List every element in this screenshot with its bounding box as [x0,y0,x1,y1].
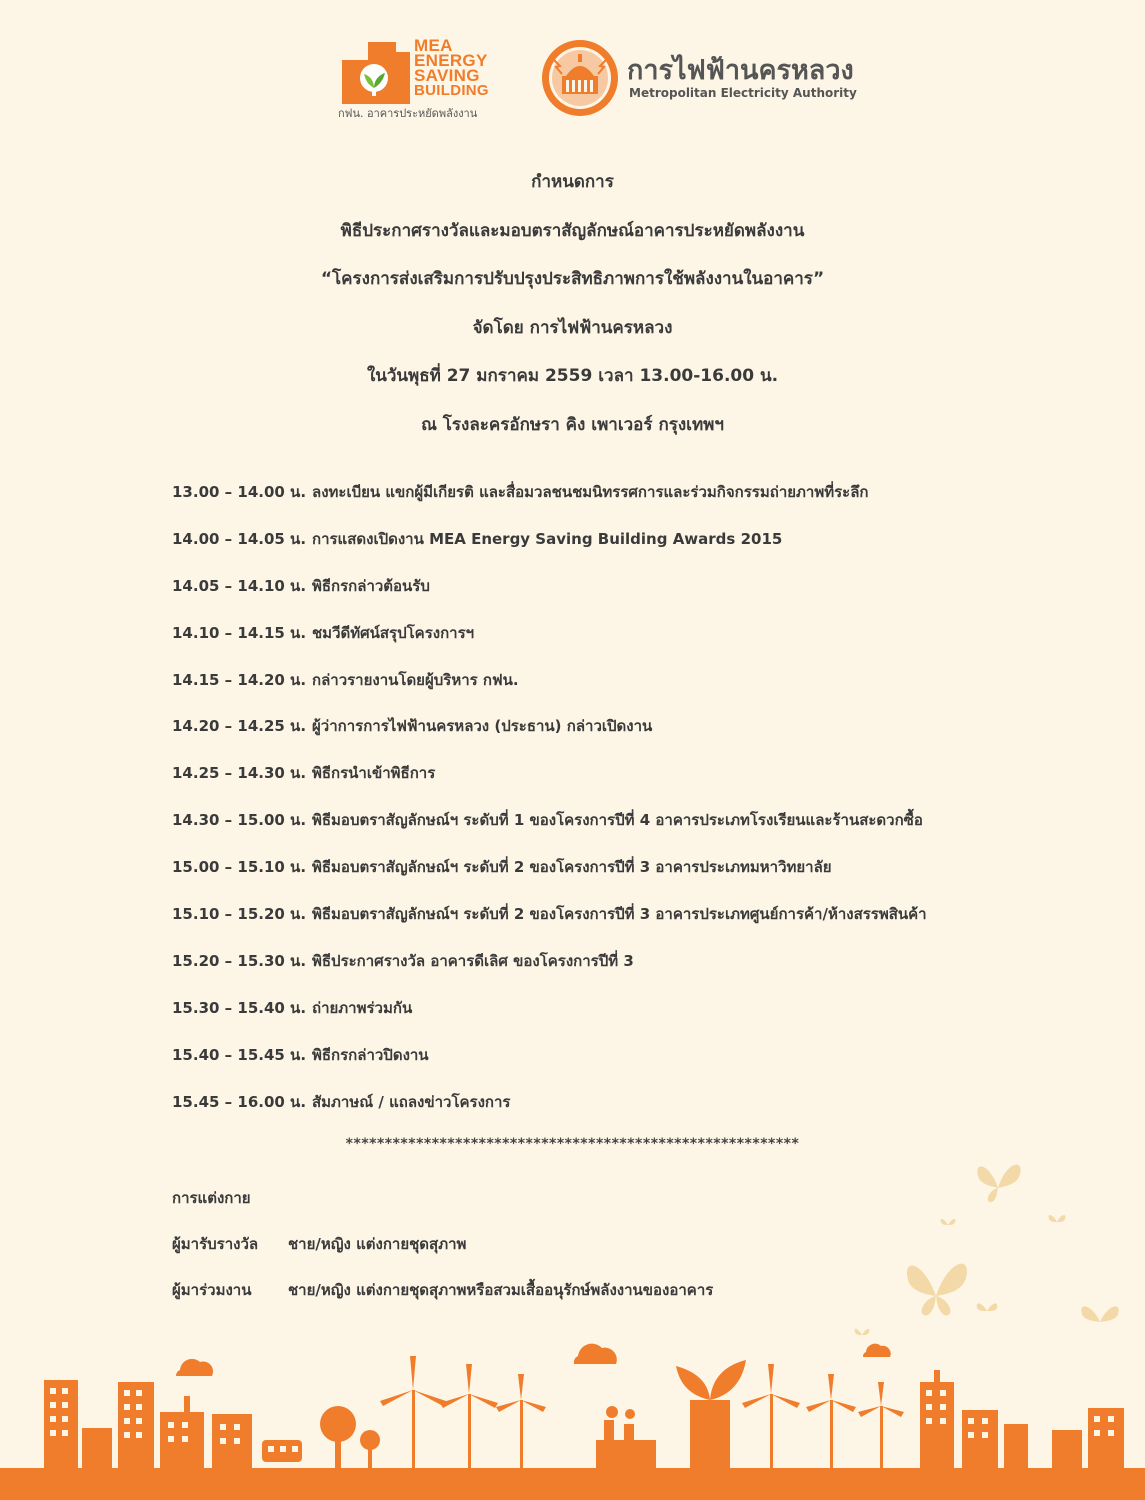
schedule-time: 14.10 – 14.15 น. [172,623,307,642]
schedule-time: 14.25 – 14.30 น. [172,764,307,783]
schedule-time: 15.10 – 15.20 น. [172,905,307,924]
schedule-desc: พิธีมอบตราสัญลักษณ์ฯ ระดับที่ 2 ของโครงการปีที่ 3 อาคารประเภทศูนย์การค้า/ห้างสรรพสินค้า [312,905,927,924]
mea-authority-logo [540,38,860,120]
schedule-desc: ลงทะเบียน แขกผู้มีเกียรติ และสื่อมวลชนชมนิทรรศการและร่วมกิจกรรมถ่ายภาพที่ระลึก [312,483,869,501]
schedule-time: 13.00 – 14.00 น. [172,483,307,501]
schedule-time: 14.30 – 15.00 น. [172,811,307,830]
butterfly-icon [970,1158,1026,1208]
schedule-time: 15.30 – 15.40 น. [172,998,307,1017]
brand-line-1: MEA [414,36,453,55]
dress-code-what: ชาย/หญิง แต่งกายชุดสุภาพ [288,1235,467,1253]
schedule-time: 15.20 – 15.30 น. [172,951,307,970]
schedule-time: 14.20 – 14.25 น. [172,717,307,736]
schedule-desc: ผู้ว่าการการไฟฟ้านครหลวง (ประธาน) กล่าวเปิดงาน [312,717,653,736]
schedule-time: 15.40 – 15.45 น. [172,1045,307,1064]
title-line: จัดโดย การไฟฟ้านครหลวง [472,317,673,338]
event-titles [0,168,1145,459]
mea-energy-saving-logo [338,38,498,118]
schedule-desc: พิธีกรกล่าวต้อนรับ [312,576,430,595]
dress-code-what: ชาย/หญิง แต่งกายชุดสุภาพหรือสวมเสื้ออนุรักษ์พลังงานของอาคาร [288,1281,714,1299]
butterfly-icon [938,1216,958,1232]
brand-line-4: BUILDING [414,82,489,99]
schedule-time: 14.05 – 14.10 น. [172,576,307,595]
butterfly-icon [974,1300,1000,1320]
title-line: ในวันพุธที่ 27 มกราคม 2559 เวลา 13.00-16.00 น. [366,366,779,386]
title-line: ณ โรงละครอักษรา คิง เพาเวอร์ กรุงเทพฯ [421,414,724,435]
schedule-desc: พิธีกรนำเข้าพิธีการ [312,764,436,783]
dress-code-who: ผู้มารับรางวัล [172,1235,259,1253]
dress-code-title: การแต่งกาย [172,1189,251,1207]
dress-code-who: ผู้มาร่วมงาน [172,1281,252,1299]
schedule-desc: กล่าวรายงานโดยผู้บริหาร กฟน. [312,670,519,689]
schedule-desc: การแสดงเปิดงาน MEA Energy Saving Building Awards 2015 [312,529,783,548]
title-line: “โครงการส่งเสริมการปรับปรุงประสิทธิภาพการใช้พลังงานในอาคาร” [320,269,825,289]
schedule-time: 14.15 – 14.20 น. [172,670,307,689]
schedule-desc: พิธีกรกล่าวปิดงาน [312,1045,429,1064]
schedule-desc: สัมภาษณ์ / แถลงข่าวโครงการ [312,1092,511,1111]
brand-line-3: SAVING [414,66,480,85]
authority-name-thai: การไฟฟ้านครหลวง [627,55,854,86]
schedule-time: 15.45 – 16.00 น. [172,1092,307,1111]
butterfly-icon [1046,1212,1068,1230]
title-line: กำหนดการ [531,172,614,192]
house-leaf-icon [338,38,414,104]
schedule-desc: ถ่ายภาพร่วมกัน [312,998,413,1017]
separator-line: ********************************************************** [345,1136,800,1152]
city-skyline-illustration [0,1330,1145,1500]
mea-brand-text [414,38,489,98]
schedule-time: 15.00 – 15.10 น. [172,858,307,877]
schedule-desc: พิธีมอบตราสัญลักษณ์ฯ ระดับที่ 2 ของโครงการปีที่ 3 อาคารประเภทมหาวิทยาลัย [312,858,832,877]
schedule-time: 14.00 – 14.05 น. [172,529,307,548]
title-line: พิธีประกาศรางวัลและมอบตราสัญลักษณ์อาคารประหยัดพลังงาน [340,220,805,241]
authority-seal-icon [540,38,620,118]
schedule-desc: พิธีมอบตราสัญลักษณ์ฯ ระดับที่ 1 ของโครงการปีที่ 4 อาคารประเภทโรงเรียนและร้านสะดวกซื้อ [312,811,923,830]
brand-line-2: ENERGY [414,51,488,70]
schedule-desc: ชมวีดีทัศน์สรุปโครงการฯ [312,623,475,642]
schedule-desc: พิธีประกาศรางวัล อาคารดีเลิศ ของโครงการปีที่ 3 [312,951,634,970]
butterfly-icon [896,1254,976,1324]
mea-logo-subtitle: กฟน. อาคารประหยัดพลังงาน [338,107,478,120]
authority-name-english: Metropolitan Electricity Authority [629,86,857,100]
